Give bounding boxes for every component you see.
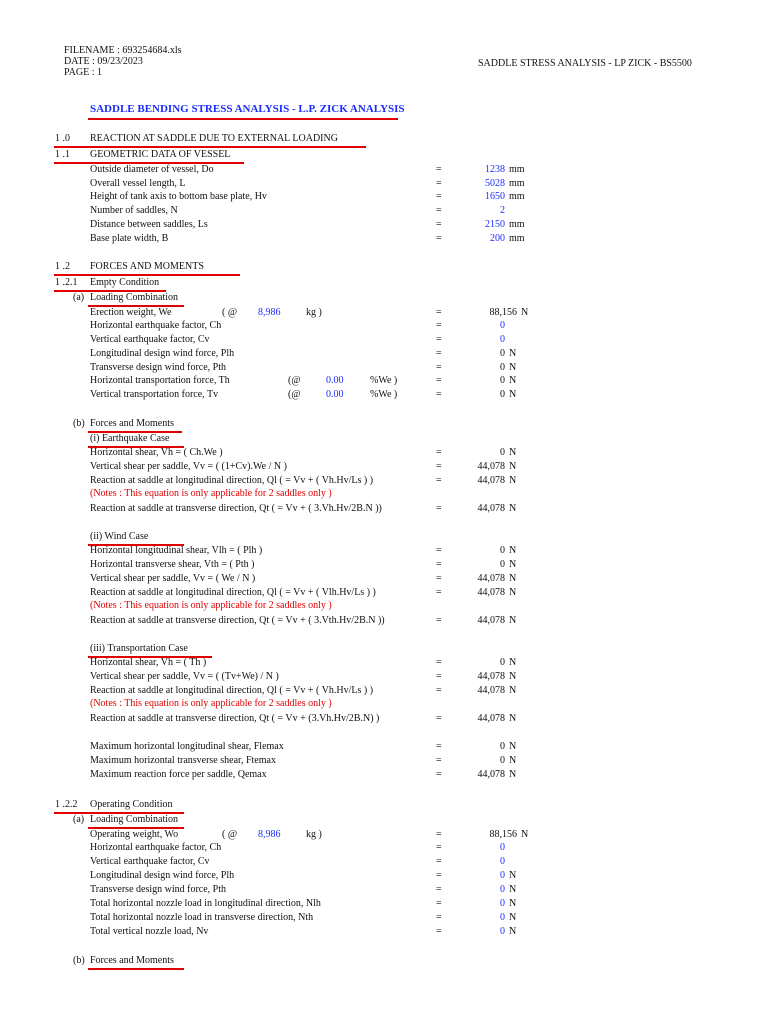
row-value: 44,078 — [477, 587, 505, 598]
row-value: 2 — [500, 205, 505, 216]
equals-sign: = — [436, 205, 442, 216]
row-unit: N — [509, 898, 517, 909]
row-value: 44,078 — [477, 615, 505, 626]
row-label: Number of saddles, N — [90, 205, 178, 216]
transport-at: (@ — [288, 389, 301, 400]
row-value: 0 — [500, 926, 505, 937]
row-unit: N — [509, 348, 517, 359]
row-unit: N — [509, 559, 517, 570]
row-unit: N — [509, 615, 517, 626]
equals-sign: = — [436, 741, 442, 752]
row-value: 0 — [500, 898, 505, 909]
equals-sign: = — [436, 926, 442, 937]
operating-weight-value: 88,156 — [489, 829, 517, 840]
row-unit: mm — [509, 164, 525, 175]
equals-sign: = — [436, 389, 442, 400]
equals-sign: = — [436, 461, 442, 472]
row-label: Horizontal transverse shear, Vth = ( Pth ) — [90, 559, 255, 570]
erection-weight-kg-unit: kg ) — [306, 307, 322, 318]
op-b-title: Forces and Moments — [90, 955, 174, 966]
row-label: Vertical shear per saddle, Vv = ( We / N ) — [90, 573, 256, 584]
row-unit: N — [509, 447, 517, 458]
row-label: Vertical shear per saddle, Vv = ( (Tv+We) / N ) — [90, 671, 279, 682]
equals-sign: = — [436, 755, 442, 766]
row-unit: N — [509, 685, 517, 696]
operating-weight-at: ( @ — [222, 829, 238, 840]
row-label: Longitudinal design wind force, Plh — [90, 348, 235, 359]
equals-sign: = — [436, 856, 442, 867]
row-unit: N — [509, 926, 517, 937]
row-value: 0 — [500, 362, 505, 373]
row-label: Maximum horizontal transverse shear, Ftemax — [90, 755, 276, 766]
case-note: (Notes : This equation is only applicable for 2 saddles only ) — [90, 698, 332, 709]
row-label: Reaction at saddle at longitudinal direction, Ql ( = Vv + ( Vlh.Hv/Ls ) ) — [90, 587, 376, 598]
row-label: Vertical transportation force, Tv — [90, 389, 219, 400]
page-number: PAGE : 1 — [64, 67, 102, 78]
row-unit: N — [509, 503, 517, 514]
row-label: Distance between saddles, Ls — [90, 219, 208, 230]
row-unit: N — [509, 657, 517, 668]
equals-sign: = — [436, 615, 442, 626]
row-value: 44,078 — [477, 573, 505, 584]
row-value: 200 — [490, 233, 505, 244]
equals-sign: = — [436, 713, 442, 724]
equals-sign: = — [436, 348, 442, 359]
operating-weight-kg-unit: kg ) — [306, 829, 322, 840]
equals-sign: = — [436, 870, 442, 881]
section-underline — [88, 968, 184, 970]
section-1-2-1-number: 1 .2.1 — [55, 277, 78, 288]
row-label: Reaction at saddle at transverse direction, Qt ( = Vv + ( 3.Vh.Hv/2B.N )) — [90, 503, 382, 514]
equals-sign: = — [436, 829, 442, 840]
equals-sign: = — [436, 842, 442, 853]
row-value: 0 — [500, 389, 505, 400]
row-label: Overall vessel length, L — [90, 178, 186, 189]
row-value: 1650 — [485, 191, 505, 202]
equals-sign: = — [436, 164, 442, 175]
row-value: 0 — [500, 657, 505, 668]
row-value: 0 — [500, 334, 505, 345]
row-unit: N — [509, 671, 517, 682]
section-1-2-2-number: 1 .2.2 — [55, 799, 78, 810]
case-note: (Notes : This equation is only applicable for 2 saddles only ) — [90, 488, 332, 499]
row-value: 44,078 — [477, 769, 505, 780]
row-label: Transverse design wind force, Pth — [90, 884, 227, 895]
empty-a-tag: (a) — [73, 292, 85, 303]
equals-sign: = — [436, 898, 442, 909]
section-1-2-number: 1 .2 — [55, 261, 70, 272]
row-unit: mm — [509, 233, 525, 244]
equals-sign: = — [436, 307, 442, 318]
row-unit: N — [509, 573, 517, 584]
row-label: Maximum reaction force per saddle, Qemax — [90, 769, 267, 780]
equals-sign: = — [436, 447, 442, 458]
equals-sign: = — [436, 912, 442, 923]
section-underline — [54, 274, 240, 276]
equals-sign: = — [436, 219, 442, 230]
row-label: Horizontal shear, Vh = ( Th ) — [90, 657, 207, 668]
row-unit: N — [509, 362, 517, 373]
equals-sign: = — [436, 884, 442, 895]
equals-sign: = — [436, 573, 442, 584]
row-unit: N — [509, 741, 517, 752]
row-value: 0 — [500, 559, 505, 570]
title-underline — [88, 118, 398, 120]
section-1-2-title: FORCES AND MOMENTS — [90, 261, 204, 272]
document-header-title: SADDLE STRESS ANALYSIS - LP ZICK - BS5500 — [478, 58, 692, 69]
row-unit: N — [509, 912, 517, 923]
row-label: Total horizontal nozzle load in transverse direction, Nth — [90, 912, 314, 923]
row-unit: N — [509, 475, 517, 486]
row-label: Transverse design wind force, Pth — [90, 362, 227, 373]
equals-sign: = — [436, 191, 442, 202]
row-label: Reaction at saddle at transverse direction, Qt ( = Vv + ( 3.Vth.Hv/2B.N )) — [90, 615, 385, 626]
equals-sign: = — [436, 685, 442, 696]
section-1-1-title: GEOMETRIC DATA OF VESSEL — [90, 149, 231, 160]
row-value: 44,078 — [477, 503, 505, 514]
section-1-1-number: 1 .1 — [55, 149, 70, 160]
row-value: 0 — [500, 375, 505, 386]
section-underline — [54, 146, 366, 148]
row-value: 44,078 — [477, 461, 505, 472]
row-label: Horizontal longitudinal shear, Vlh = ( Plh ) — [90, 545, 263, 556]
row-unit: N — [509, 884, 517, 895]
row-unit: N — [509, 755, 517, 766]
row-value: 0 — [500, 842, 505, 853]
row-label: Horizontal transportation force, Th — [90, 375, 230, 386]
row-unit: N — [509, 461, 517, 472]
equals-sign: = — [436, 657, 442, 668]
row-value: 5028 — [485, 178, 505, 189]
equals-sign: = — [436, 545, 442, 556]
row-label: Maximum horizontal longitudinal shear, Flemax — [90, 741, 284, 752]
section-1-0-title: REACTION AT SADDLE DUE TO EXTERNAL LOADING — [90, 133, 338, 144]
row-value: 0 — [500, 447, 505, 458]
row-unit: N — [509, 545, 517, 556]
row-value: 1238 — [485, 164, 505, 175]
operating-weight-unit: N — [521, 829, 529, 840]
row-label: Horizontal earthquake factor, Ch — [90, 320, 222, 331]
row-value: 44,078 — [477, 713, 505, 724]
row-unit: N — [509, 769, 517, 780]
equals-sign: = — [436, 587, 442, 598]
row-value: 44,078 — [477, 685, 505, 696]
row-value: 0 — [500, 856, 505, 867]
equals-sign: = — [436, 503, 442, 514]
equals-sign: = — [436, 233, 442, 244]
row-label: Horizontal earthquake factor, Ch — [90, 842, 222, 853]
date: DATE : 09/23/2023 — [64, 56, 143, 67]
erection-weight-at: ( @ — [222, 307, 238, 318]
row-unit: mm — [509, 219, 525, 230]
row-label: Height of tank axis to bottom base plate, Hv — [90, 191, 267, 202]
row-label: Vertical earthquake factor, Cv — [90, 334, 210, 345]
row-value: 44,078 — [477, 671, 505, 682]
row-unit: N — [509, 389, 517, 400]
equals-sign: = — [436, 559, 442, 570]
case-note: (Notes : This equation is only applicable for 2 saddles only ) — [90, 600, 332, 611]
equals-sign: = — [436, 475, 442, 486]
case-title: (ii) Wind Case — [90, 531, 149, 542]
row-label: Vertical shear per saddle, Vv = ( (1+Cv).We / N ) — [90, 461, 287, 472]
row-unit: mm — [509, 178, 525, 189]
equals-sign: = — [436, 769, 442, 780]
equals-sign: = — [436, 671, 442, 682]
section-1-2-1-title: Empty Condition — [90, 277, 160, 288]
case-title: (i) Earthquake Case — [90, 433, 170, 444]
row-label: Reaction at saddle at transverse direction, Qt ( = Vv + (3.Vh.Hv/2B.N) ) — [90, 713, 380, 724]
transport-percent: 0.00 — [326, 389, 344, 400]
empty-b-title: Forces and Moments — [90, 418, 174, 429]
equals-sign: = — [436, 362, 442, 373]
case-title: (iii) Transportation Case — [90, 643, 188, 654]
row-value: 0 — [500, 741, 505, 752]
row-label: Base plate width, B — [90, 233, 169, 244]
op-a-title: Loading Combination — [90, 814, 179, 825]
row-label: Horizontal shear, Vh = ( Ch.We ) — [90, 447, 223, 458]
transport-at: (@ — [288, 375, 301, 386]
transport-percent-unit: %We ) — [370, 389, 398, 400]
empty-a-title: Loading Combination — [90, 292, 179, 303]
row-value: 2150 — [485, 219, 505, 230]
erection-weight-kg: 8,986 — [258, 307, 281, 318]
equals-sign: = — [436, 178, 442, 189]
row-value: 0 — [500, 545, 505, 556]
op-b-tag: (b) — [73, 955, 85, 966]
row-value: 0 — [500, 348, 505, 359]
row-label: Reaction at saddle at longitudinal direction, Ql ( = Vv + ( Vh.Hv/Ls ) ) — [90, 475, 374, 486]
row-value: 0 — [500, 912, 505, 923]
equals-sign: = — [436, 334, 442, 345]
row-unit: N — [509, 375, 517, 386]
row-value: 0 — [500, 870, 505, 881]
row-unit: mm — [509, 191, 525, 202]
equals-sign: = — [436, 375, 442, 386]
document-title: SADDLE BENDING STRESS ANALYSIS - L.P. ZICK ANALYSIS — [90, 103, 405, 115]
transport-percent-unit: %We ) — [370, 375, 398, 386]
erection-weight-unit: N — [521, 307, 529, 318]
empty-b-tag: (b) — [73, 418, 85, 429]
row-value: 0 — [500, 320, 505, 331]
operating-weight-label: Operating weight, Wo — [90, 829, 179, 840]
filename: FILENAME : 693254684.xls — [64, 45, 182, 56]
row-label: Reaction at saddle at longitudinal direction, Ql ( = Vv + ( Vh.Hv/Ls ) ) — [90, 685, 374, 696]
operating-weight-kg: 8,986 — [258, 829, 281, 840]
erection-weight-value: 88,156 — [489, 307, 517, 318]
section-1-2-2-title: Operating Condition — [90, 799, 173, 810]
row-label: Vertical earthquake factor, Cv — [90, 856, 210, 867]
row-label: Longitudinal design wind force, Plh — [90, 870, 235, 881]
erection-weight-label: Erection weight, We — [90, 307, 172, 318]
transport-percent: 0.00 — [326, 375, 344, 386]
op-a-tag: (a) — [73, 814, 85, 825]
row-label: Outside diameter of vessel, Do — [90, 164, 214, 175]
row-unit: N — [509, 870, 517, 881]
row-unit: N — [509, 713, 517, 724]
equals-sign: = — [436, 320, 442, 331]
row-label: Total horizontal nozzle load in longitudinal direction, Nlh — [90, 898, 321, 909]
row-value: 44,078 — [477, 475, 505, 486]
row-value: 0 — [500, 755, 505, 766]
row-value: 0 — [500, 884, 505, 895]
row-label: Total vertical nozzle load, Nv — [90, 926, 209, 937]
row-unit: N — [509, 587, 517, 598]
section-1-0-number: 1 .0 — [55, 133, 70, 144]
